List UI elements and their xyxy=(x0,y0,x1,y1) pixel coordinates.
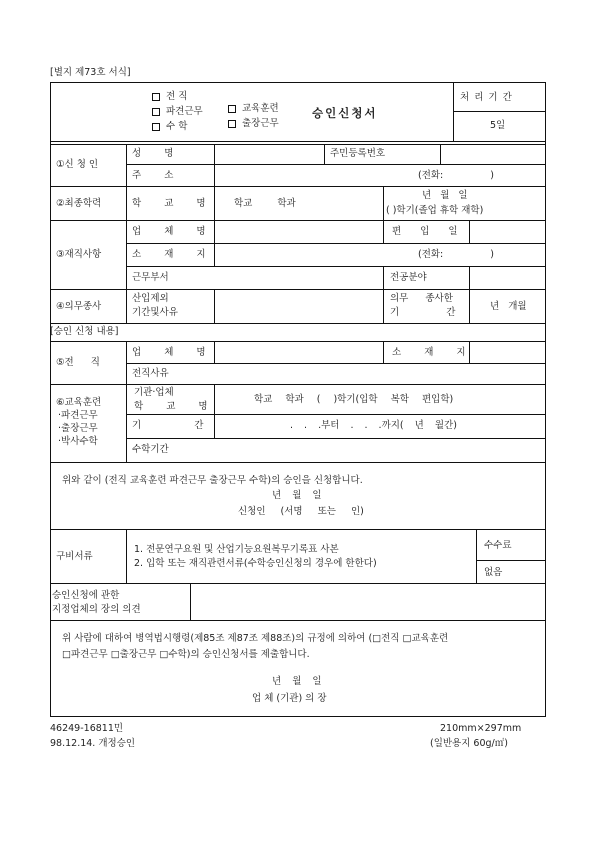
checkbox-icon xyxy=(152,123,160,131)
frame-bottom xyxy=(50,716,546,717)
enroll-label: 편 입 일 xyxy=(392,226,466,237)
address-label: 주 소 xyxy=(132,170,184,181)
location-label: 소 재 지 xyxy=(132,249,216,260)
address-field[interactable] xyxy=(216,168,376,183)
checkbox-dispatch[interactable]: 파견근무 xyxy=(152,107,203,117)
footer-paper: (일반용지 60g/㎡) xyxy=(430,738,508,749)
rule xyxy=(214,164,215,186)
rule-double xyxy=(50,144,546,145)
rrn-label: 주민등록번호 xyxy=(330,148,386,159)
rule xyxy=(126,529,127,583)
rule xyxy=(50,384,546,385)
education-semester: ( )학기(졸업 휴학 재학) xyxy=(386,205,484,216)
rule xyxy=(50,529,546,530)
frame-right xyxy=(545,82,546,717)
submission-line-1: 위 사람에 대하여 병역법시행령(제85조 제87조 제88조)의 규정에 의하여 (□전직 □교육훈련 xyxy=(62,633,449,644)
training-section-label-4: ·박사수학 xyxy=(58,436,98,447)
form-label: [별지 제73호 서식] xyxy=(50,67,131,78)
rule xyxy=(383,220,384,243)
header-period-divider xyxy=(453,111,546,112)
rule xyxy=(214,289,215,323)
checkbox-transfer[interactable]: 전 직 xyxy=(152,92,187,102)
org-label-1: 기관·업체 xyxy=(134,387,174,398)
study-period-label: 수학기간 xyxy=(132,444,169,455)
rule xyxy=(126,243,546,244)
applicant-phone: (전화: ) xyxy=(418,170,494,181)
excluded-label-1: 산입제외 xyxy=(132,293,169,304)
rule xyxy=(476,529,477,583)
rule xyxy=(469,266,470,289)
transfer-company-label: 업 체 명 xyxy=(132,347,216,358)
transfer-section-label: ⑤전 직 xyxy=(56,357,100,368)
checkbox-icon xyxy=(228,105,236,113)
rule xyxy=(383,266,384,289)
rrn-field[interactable] xyxy=(442,147,543,162)
processing-period-label: 처 리 기 간 xyxy=(460,92,513,103)
school-value: 학교 학과 xyxy=(234,198,296,209)
rule xyxy=(50,620,546,621)
footer-revision: 98.12.14. 개정승인 xyxy=(50,738,136,749)
documents-label: 구비서류 xyxy=(56,551,93,562)
org-value: 학교 학과 ( )학기(입학 복학 편입학) xyxy=(254,394,454,405)
rule xyxy=(126,164,546,165)
name-field[interactable] xyxy=(216,147,322,162)
company-label: 업 체 명 xyxy=(132,226,216,237)
opinion-label-2: 지정업체의 장의 의견 xyxy=(52,604,141,615)
footer-code: 46249-16811민 xyxy=(50,723,124,734)
duty-period-value: 년 개월 xyxy=(490,301,527,312)
duty-period-label-1: 의무 종사한 xyxy=(390,293,453,304)
excluded-label-2: 기간및사유 xyxy=(132,307,178,318)
duty-period-label-2: 기 간 xyxy=(390,307,456,318)
rule xyxy=(324,144,325,164)
checkbox-icon xyxy=(152,108,160,116)
rule xyxy=(126,414,546,415)
education-section-label: ②최종학력 xyxy=(56,198,102,209)
request-header: [승인 신청 내용] xyxy=(50,326,119,337)
rule xyxy=(469,220,470,243)
rule xyxy=(383,341,384,363)
frame-left xyxy=(50,82,51,717)
document-item-2: 2. 입학 또는 재직관련서류(수학승인신청의 경우에 한한다) xyxy=(134,558,377,569)
rule xyxy=(50,289,546,290)
submission-line-2: □파견근무 □출장근무 □수학)의 승인신청서를 제출합니다. xyxy=(62,649,310,660)
rule xyxy=(383,289,384,323)
submission-signer: 업 체 (기관) 의 장 xyxy=(252,693,327,704)
name-label: 성 명 xyxy=(132,148,184,159)
opinion-label-1: 승인신청에 관한 xyxy=(52,590,120,601)
applicant-section-label: ①신 청 인 xyxy=(56,159,99,170)
checkbox-icon xyxy=(152,93,160,101)
rule xyxy=(469,289,470,323)
rule xyxy=(50,220,546,221)
document-item-1: 1. 전문연구요원 및 산업기능요원복무기록표 사본 xyxy=(134,544,339,555)
rule xyxy=(440,144,441,164)
department-label: 근무부서 xyxy=(132,272,169,283)
transfer-location-label: 소 재 지 xyxy=(392,347,476,358)
org-label-2: 학 교 명 xyxy=(134,401,218,412)
rule xyxy=(50,462,546,463)
opinion-field[interactable] xyxy=(194,586,542,616)
rule xyxy=(383,186,384,220)
frame-top xyxy=(50,82,546,83)
processing-period-value: 5일 xyxy=(490,120,506,131)
declaration-signer: 신청인 (서명 또는 인) xyxy=(238,506,364,517)
declaration-date: 년 월 일 xyxy=(272,490,322,501)
major-label: 전공분야 xyxy=(390,272,427,283)
submission-date: 년 월 일 xyxy=(272,676,322,687)
fee-value: 없음 xyxy=(484,567,503,578)
rule xyxy=(126,438,546,439)
training-period-value: . . .부터 . . .까지( 년 월간) xyxy=(290,420,457,431)
rule xyxy=(50,341,546,342)
checkbox-icon xyxy=(228,120,236,128)
rule xyxy=(126,144,127,323)
checkbox-training[interactable]: 교육훈련 xyxy=(228,104,279,114)
rule xyxy=(476,560,546,561)
rule xyxy=(126,363,546,364)
training-section-label-1: ⑥교육훈련 xyxy=(56,397,102,408)
rule xyxy=(126,266,546,267)
employment-phone: (전화: ) xyxy=(418,249,494,260)
declaration-text: 위와 같이 (전직 교육훈련 파견근무 출장근무 수학)의 승인을 신청합니다. xyxy=(62,475,363,486)
checkbox-doctoral[interactable]: 수 학 xyxy=(152,122,187,132)
rule xyxy=(50,186,546,187)
form-title: 승인신청서 xyxy=(312,106,378,120)
rule-header-bottom xyxy=(50,141,546,142)
footer-size: 210mm×297mm xyxy=(440,723,522,734)
training-section-label-2: ·파견근무 xyxy=(58,410,98,421)
duty-section-label: ④의무종사 xyxy=(56,301,102,312)
transfer-reason-label: 전직사유 xyxy=(132,368,169,379)
rule xyxy=(126,341,127,462)
employment-section-label: ③재직사항 xyxy=(56,249,102,260)
checkbox-business-trip[interactable]: 출장근무 xyxy=(228,119,279,129)
rule xyxy=(50,583,546,584)
rule xyxy=(50,323,546,324)
fee-label: 수수료 xyxy=(484,540,512,551)
training-section-label-3: ·출장근무 xyxy=(58,423,98,434)
training-period-label: 기 간 xyxy=(132,420,204,431)
education-date: 년 월 일 xyxy=(422,190,468,201)
rule xyxy=(190,583,191,620)
school-label: 학 교 명 xyxy=(132,198,216,209)
rule xyxy=(214,144,215,164)
